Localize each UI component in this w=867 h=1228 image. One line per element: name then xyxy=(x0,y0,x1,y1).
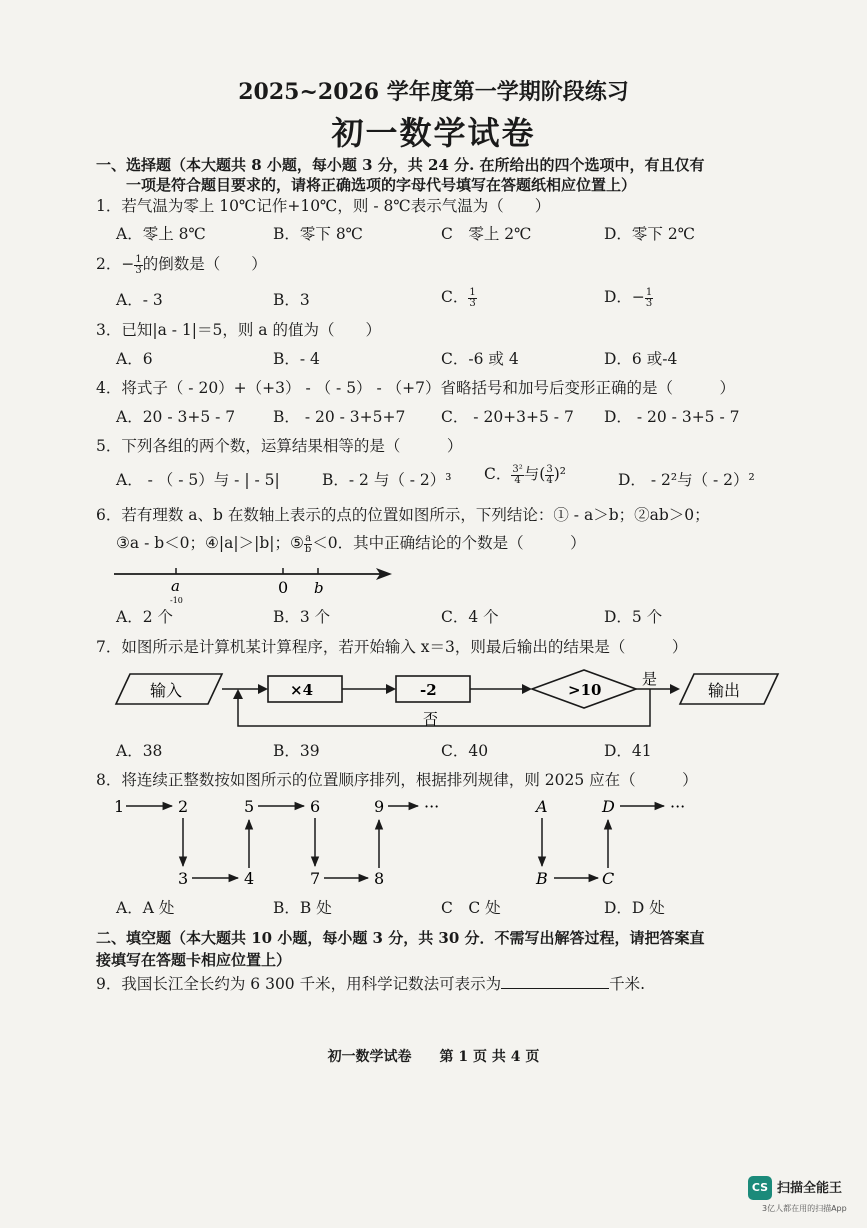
q3-option-d: D．6 或-4 xyxy=(604,350,678,368)
q5-option-d: D． - 2²与（ - 2）² xyxy=(618,471,755,489)
label-a-tick: -10 xyxy=(170,596,183,605)
arrow-icon xyxy=(233,689,243,699)
q1-option-c: C 零上 2℃ xyxy=(441,225,532,243)
flowchart-figure xyxy=(110,662,790,740)
q7-stem: 7．如图所示是计算机某计算程序，若开始输入 x＝3，则最后输出的结果是（ ） xyxy=(96,638,688,656)
camscanner-logo-icon: CS xyxy=(748,1176,772,1200)
exam-subject-title: 初一数学试卷 xyxy=(331,114,536,152)
exam-term-title: 2025~2026 学年度第一学期阶段练习 xyxy=(238,79,629,105)
pattern-n8: 8 xyxy=(374,869,385,888)
pattern-n1: 1 xyxy=(114,797,125,816)
q1-stem: 1．若气温为零上 10℃记作+10℃，则 - 8℃表示气温为（ ） xyxy=(96,197,551,215)
section2-heading-line1: 二、填空题（本大题共 10 小题，每小题 3 分，共 30 分．不需写出解答过程，请把答案直 xyxy=(96,929,705,947)
flow-output-label: 输出 xyxy=(708,681,741,700)
pattern-C: C xyxy=(602,869,615,888)
q8-option-d: D．D 处 xyxy=(604,899,665,917)
pattern-A: A xyxy=(536,797,548,816)
section2-heading-line2: 接填写在答题卡相应位置上） xyxy=(96,951,292,969)
q5-stem: 5．下列各组的两个数，运算结果相等的是（ ） xyxy=(96,437,463,455)
q5-option-c: C． $\frac{\text{3²}}{4}$ 与( $\frac{3}{4}$ )² xyxy=(484,463,566,486)
camscanner-tagline: 3亿人都在用的扫描App xyxy=(762,1204,847,1213)
q6-option-a: A．2 个 xyxy=(116,608,173,626)
q4-option-b: B． - 20 - 3+5+7 xyxy=(273,408,406,426)
q7-option-a: A．38 xyxy=(116,742,163,760)
page-footer: 初一数学试卷 第 1 页 共 4 页 xyxy=(327,1049,540,1065)
q5-option-a: A． - （ - 5）与 - | - 5| xyxy=(116,471,280,489)
q3-option-a: A．6 xyxy=(116,350,153,368)
q3-option-c: C．-6 或 4 xyxy=(441,350,519,368)
q6-option-b: B．3 个 xyxy=(273,608,331,626)
label-a: a xyxy=(171,577,180,595)
pattern-n6: 6 xyxy=(310,797,321,816)
q6-option-d: D．5 个 xyxy=(604,608,663,626)
q9-answer-blank xyxy=(501,974,609,989)
pattern-n9: 9 xyxy=(374,797,385,816)
q1-option-b: B．零下 8℃ xyxy=(273,225,364,243)
arrow-icon xyxy=(670,684,680,694)
label-zero: 0 xyxy=(278,578,289,597)
camscanner-name: 扫描全能王 xyxy=(777,1181,843,1196)
flow-subtract-label: -2 xyxy=(420,681,437,699)
q4-option-c: C． - 20+3+5 - 7 xyxy=(441,408,574,426)
arrow-icon xyxy=(258,684,268,694)
flow-yes-label: 是 xyxy=(642,670,658,688)
pattern-n5: 5 xyxy=(244,797,255,816)
section1-heading-line2: 一项是符合题目要求的，请将正确选项的字母代号填写在答题纸相应位置上） xyxy=(126,176,637,194)
q8-option-b: B．B 处 xyxy=(273,899,332,917)
flow-input-label: 输入 xyxy=(150,681,183,700)
q4-option-a: A．20 - 3+5 - 7 xyxy=(116,408,236,426)
q4-option-d: D． - 20 - 3+5 - 7 xyxy=(604,408,740,426)
q6-stem-line1: 6．若有理数 a、b 在数轴上表示的点的位置如图所示，下列结论：① - a＞b；②ab＞0； xyxy=(96,506,710,524)
pattern-n2: 2 xyxy=(178,797,189,816)
pattern-n3: 3 xyxy=(178,869,189,888)
q1-option-a: A．零上 8℃ xyxy=(116,225,206,243)
q2-option-a: A．- 3 xyxy=(116,291,163,309)
flow-no-label: 否 xyxy=(423,710,439,728)
q3-stem: 3．已知|a - 1|＝5，则 a 的值为（ ） xyxy=(96,321,381,339)
q8-option-a: A．A 处 xyxy=(116,899,175,917)
flow-multiply-label: ×4 xyxy=(290,681,314,699)
q7-option-c: C．40 xyxy=(441,742,489,760)
pattern-n7: 7 xyxy=(310,869,321,888)
pattern-D: D xyxy=(602,797,615,816)
q9-stem: 9．我国长江全长约为 6 300 千米，用科学记数法可表示为 千米. xyxy=(96,975,646,993)
fraction-one-third: $\frac{1}{3}$ xyxy=(135,253,142,276)
q7-option-b: B．39 xyxy=(273,742,320,760)
number-pattern-figure xyxy=(108,792,708,892)
pattern-n4: 4 xyxy=(244,869,255,888)
q8-option-c: C C 处 xyxy=(441,899,501,917)
pattern-B: B xyxy=(536,869,548,888)
q4-stem: 4．将式子（ - 20）+（+3） - （ - 5） - （+7）省略括号和加号后变形正确的是（ ） xyxy=(96,379,735,397)
q8-stem: 8．将连续正整数按如图所示的位置顺序排列，根据排列规律，则 2025 应在（ ） xyxy=(96,771,698,789)
q5-option-b: B．- 2 与（ - 2）³ xyxy=(322,471,452,489)
label-b: b xyxy=(314,579,324,597)
q2-stem: 2．− $\frac{1}{3}$ 的倒数是（ ） xyxy=(96,253,267,276)
q7-option-d: D．41 xyxy=(604,742,652,760)
q2-option-d: D．− $\frac{1}{3}$ xyxy=(604,286,653,309)
q6-option-c: C．4 个 xyxy=(441,608,499,626)
q2-option-b: B．3 xyxy=(273,291,310,309)
q1-option-d: D．零下 2℃ xyxy=(604,225,696,243)
section1-heading-line1: 一、选择题（本大题共 8 小题，每小题 3 分，共 24 分. 在所给出的四个选项中，有且仅有 xyxy=(96,156,705,174)
pattern-dots1: ··· xyxy=(424,797,440,816)
number-line-figure xyxy=(110,558,400,606)
q3-option-b: B．- 4 xyxy=(273,350,320,368)
arrow-icon xyxy=(386,684,396,694)
pattern-dots2: ··· xyxy=(670,797,686,816)
q2-option-c: C． $\frac{1}{3}$ xyxy=(441,286,476,309)
q6-stem-line2: ③a - b＜0；④|a|＞|b|；⑤ $\frac{a}{b}$ ＜0．其中正确结论的个数是（ ） xyxy=(116,532,586,555)
flow-condition-label: >10 xyxy=(568,681,602,699)
